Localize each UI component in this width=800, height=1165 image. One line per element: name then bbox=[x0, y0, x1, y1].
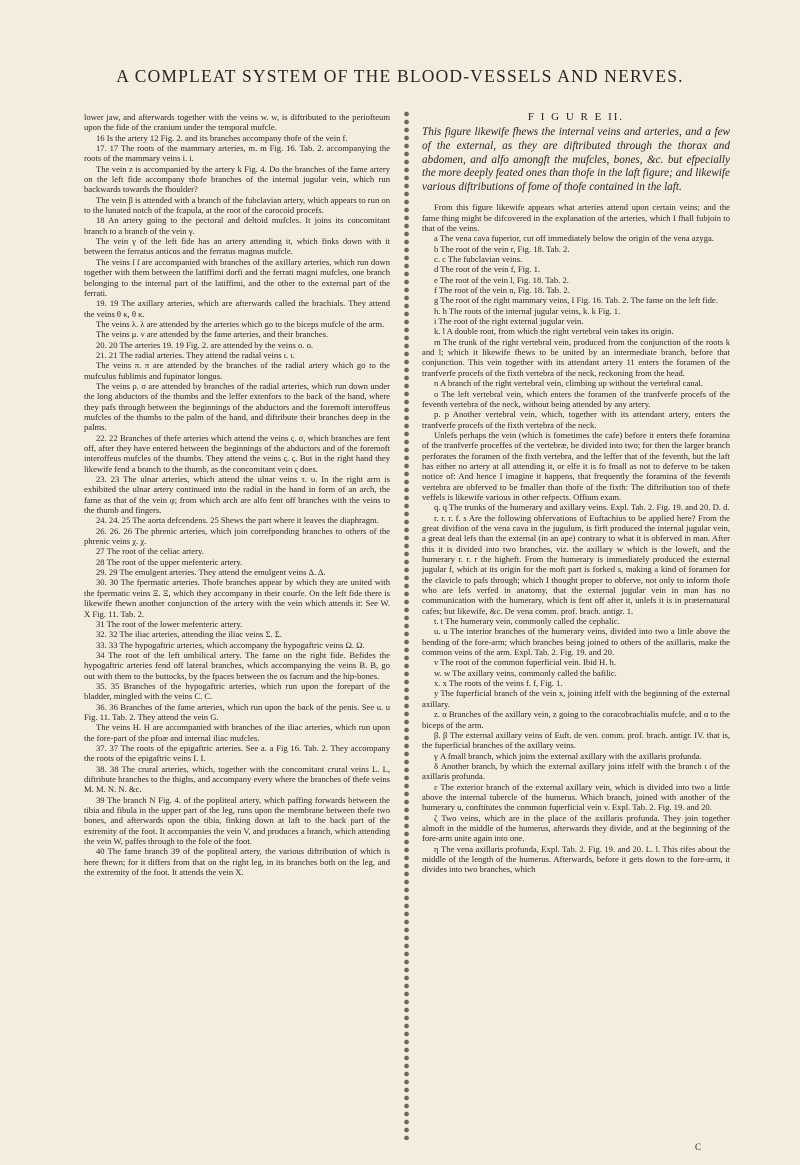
paragraph: 33. 33 The hypogaftric arteries, which accompany the hypogaftric veins Ω. Ω. bbox=[96, 639, 365, 650]
paragraph: 16 Is the artery 12 Fig. 2. and its branches accompany thofe of the vein f. bbox=[96, 132, 348, 143]
paragraph: 24. 24. 25 The aorta defcendens. 25 Shews the part where it leaves the diaphragm. bbox=[96, 515, 379, 526]
paragraph: γ A fmall branch, which joins the external axillary with the axillaris profunda. bbox=[434, 750, 702, 761]
paragraph: h. h The roots of the internal jugular veins, k. k Fig. 1. bbox=[434, 305, 621, 316]
paragraph: o The left vertebral vein, which enters the foramen of the tranfverfe procefs of the feventh vertebra of the neck, without being attended by any artery. bbox=[422, 388, 730, 409]
ornamental-divider bbox=[402, 110, 411, 1140]
paragraph: 35. 35 Branches of the hypogaftric arteries, which run upon the forepart of the bladder, mingled with the veins C. C. bbox=[84, 680, 390, 702]
paragraph: The veins ρ. σ are attended by branches of the radial arteries, which run down under the long abductors of the thumbs and the leffer extenfors to the back of the hand, where they pafs through between the beginnings of the abductors and the foremoft interoffeus mufcles of the thumbs to the palm of the hand, and diftribute their branches deep in the palms. bbox=[84, 380, 390, 433]
paragraph: 36. 36 Branches of the fame arteries, which run upon the back of the penis. See u. u Fig. 11. Tab. 2. They attend the vein G. bbox=[84, 701, 390, 722]
left-column bbox=[84, 112, 390, 877]
paragraph: Unlefs perhaps the vein (which is fometimes the cafe) before it enters thefe foramina of the tranfverfe proceffes of the vertebræ, be divided into two; for then the larger branch perforates the foramen of the fixth vertebra, and the leffer that of the feventh, but the laft has either no artery at all attending it, or elfe it is fo fmall as not to deferve to be taken notice of: And hence I imagine it happens, that frequently the foramina of the feventh vertebra are obferved to be fmaller than thofe of the fixth: The diftribution too of thefe veffels is likewife various in other refpects. Offium exam. bbox=[422, 429, 730, 502]
paragraph: lower jaw, and afterwards together with the veins w. w, is diftributed to the periofteum upon the fide of the cranium under the temporal mufcle. bbox=[84, 112, 390, 133]
catchword: C bbox=[695, 1142, 702, 1152]
paragraph: e The root of the vein l, Fig. 18. Tab. 2. bbox=[434, 274, 569, 285]
paragraph: The veins λ. λ are attended by the arteries which go to the biceps mufcle of the arm. bbox=[96, 318, 385, 329]
paragraph: a The vena cava fuperior, cut off immediately below the origin of the vena azyga. bbox=[434, 233, 714, 244]
paragraph: 30. 30 The fpermatic arteries. Thofe branches appear by which they are united with the fpermatic veins Ξ. Ξ, which they accompany in their courfe. On the left fide there is likewife fhewn another conjunction of the artery with the vein which attends it: See W. X Fig. 11. Tab. 2. bbox=[84, 577, 390, 619]
right-column bbox=[422, 112, 730, 875]
paragraph: 32. 32 The iliac arteries, attending the iliac veins Σ. Σ. bbox=[96, 629, 282, 640]
paragraph: 28 The root of the upper mefenteric artery. bbox=[96, 556, 243, 567]
paragraph: v The root of the common fuperficial vein. Ibid H. h. bbox=[434, 657, 616, 668]
paragraph: q. q The trunks of the humerary and axillary veins. Expl. Tab. 2. Fig. 19. and 20. D. d. bbox=[434, 502, 730, 513]
paragraph: p. p Another vertebral vein, which, together with its attendant artery, enters the tranfverfe procefs of the fixth vertebra of the neck. bbox=[422, 409, 730, 430]
paragraph: u. u The interior branches of the humerary veins, divided into two a little above the bending of the fore-arm; which branches being joined to others of the axillaris, make the common veins of the arm. Expl. Tab. 2. Fig. 19. and 20. bbox=[422, 626, 730, 658]
paragraph: The vein γ of the left fide has an artery attending it, which finks down with it between the ferratus anticus and the ferratus magnus mufcle. bbox=[84, 236, 390, 257]
paragraph: x. x The roots of the veins f. f, Fig. 1. bbox=[434, 678, 563, 689]
paragraph: ζ Two veins, which are in the place of the axillaris profunda. They join together almoft in the middle of the humerus, afterwards they divide, and at the beginning of the fore-arm unite again into one. bbox=[422, 812, 730, 844]
paragraph: β. β The external axillary veins of Euft. de ven. comm. prof. brach. antigr. IV. that is, the fuperficial branches of the axillary veins. bbox=[422, 729, 730, 751]
paragraph: 34 The root of the left umbilical artery. The fame on the right fide. Befides the hypogaftric arteries fend off lateral branches, which accompanying the veins B. B, go out with them to the buttocks, by the fpaces between the os facrum and the hip-bones. bbox=[84, 649, 390, 681]
figure-title: F I G U R E II. bbox=[527, 111, 625, 123]
paragraph: 40 The fame branch 39 of the popliteal artery, the various diftribution of which is here fhewn; for it differs from that on the right leg, in its branches both on the leg, and the extremity of the foot. It attends the vein X. bbox=[84, 846, 390, 878]
paragraph: 37. 37 The roots of the epigaftric arteries. See a. a Fig 16. Tab. 2. They accompany the roots of the epigaftric veins I. I. bbox=[84, 742, 390, 764]
paragraph: The veins H. H are accompanied with branches of the iliac arteries, which run upon the fore-part of the pfoæ and internal iliac mufcles. bbox=[84, 722, 390, 743]
right-paragraphs bbox=[422, 202, 730, 874]
paragraph: i The root of the right external jugular vein. bbox=[434, 316, 584, 327]
paragraph: b The root of the vein r, Fig. 18. Tab. 2. bbox=[434, 243, 570, 254]
paragraph: 19. 19 The axillary arteries, which are afterwards called the brachials. They attend the veins θ κ, θ κ. bbox=[84, 298, 390, 319]
paragraph: g The root of the right mammary veins, I Fig. 16. Tab. 2. The fame on the left fide. bbox=[434, 295, 718, 306]
paragraph: f The root of the vein n, Fig. 18. Tab. 2. bbox=[434, 285, 570, 296]
paragraph: 22. 22 Branches of thefe arteries which attend the veins ς. σ, which branches are fent off, after they have entered between the beginnings of the abductors and of the foremoft interoffeus mufcles of the thumbs. They attend the veins ς. ς. But in the right hand they likewife fend a branch to the thumb, as the concomitant vein ς does. bbox=[84, 432, 390, 474]
paragraph: 27 The root of the celiac artery. bbox=[96, 546, 204, 557]
paragraph: r. r. r. f. s Are the following obfervations of Euftachius to be applied here? From the great divifion of the vena cava in the jugulum, is firft produced the internal jugular vein, a great deal lefs than the external (in an ape) contrary to what it is obferved in man. After this it is divided into two branches, viz. the axillary w which is the loweft, and the humerary r. r. r the higheft. From the humerary is immediately produced the external jugular f, which at its origin for the moft part is forked s, making a kind of foramen for the clavicle to pafs through; which I thought proper to obferve, not only to inform thofe who are lefs verfed in anatomy, that the external jugular vein in man has no communication with the humerary, which is fent off after it, unlefs it is in præternatural cafes; but likewife, &c. De vena comm. prof. brach. antigr. 1. bbox=[422, 512, 730, 616]
paragraph: The vein β is attended with a branch of the fubclavian artery, which appears to run on to the lunated notch of the fcapula, at the root of the carocoid procefs. bbox=[84, 194, 390, 216]
paragraph: 38. 38 The crural arteries, which, together with the concomitant crural veins L. L, diftribute branches to the thighs, and accompany every where the branches of thefe veins M. M. N. N. &c. bbox=[84, 763, 390, 795]
paragraph: c. c The fubclavian veins. bbox=[434, 254, 523, 265]
paragraph: δ Another branch, by which the external axillary joins itfelf with the branch ι of the axillaris profunda. bbox=[422, 760, 730, 782]
paragraph: The veins μ. ν are attended by the fame arteries, and their branches. bbox=[96, 329, 329, 340]
paragraph: 26. 26. 26 The phrenic arteries, which join correfponding branches to others of the phrenic veins χ. χ. bbox=[84, 525, 390, 547]
paragraph: k. l A double root, from which the right vertebral vein takes its origin. bbox=[434, 326, 674, 337]
paragraph: 29. 29 The emulgent arteries. They attend the emulgent veins Δ. Δ. bbox=[96, 567, 326, 578]
paragraph: 21. 21 The radial arteries. They attend the radial veins ι. ι. bbox=[96, 349, 295, 360]
paragraph: 18 An artery going to the pectoral and deltoid mufcles. It joins its concomitant branch to a branch of the vein γ. bbox=[84, 215, 390, 236]
paragraph: d The root of the vein f, Fig. 1. bbox=[434, 264, 541, 275]
paragraph: 39 The branch N Fig. 4. of the popliteal artery, which paffing forwards between the tibia and fibula in the upper part of the leg, runs upon the membrane between thefe two bones, and afterwards upon the tibia, finking down at laft to the back part of the extremity of the foot. It accompanies the vein V, and produces a branch, which attending the vein W, paffes through to the fole of the foot. bbox=[84, 794, 390, 847]
paragraph: 20. 20 The arteries 19. 19 Fig. 2. are attended by the veins ο. ο. bbox=[96, 339, 314, 350]
paragraph: From this figure likewife appears what arteries attend upon certain veins; and the fame thing might be difcovered in the explanation of the arteries, which I fhall fubjoin to that of the veins. bbox=[422, 202, 730, 233]
figure-intro: This figure likewife fhews the internal veins and arteries, and a few of the external, as they are diftributed through the thorax and abdomen, and alfo amongft the mufcles, bones, &c. but efpecially the more deeply feated ones than thofe in the laft figure; and likewife various diftributions of fome of thofe contained in the laft. bbox=[422, 126, 730, 193]
paragraph: y The fuperficial branch of the vein x, joining itfelf with the beginning of the external axillary. bbox=[422, 688, 730, 709]
paragraph: The veins ſ ſ are accompanied with branches of the axillary arteries, which run down together with them between the latiffimi dorfi and the ferrati magni mufcles, one branch belonging to the internal part of the latiffimi, and the other to the external part of the ferrati. bbox=[84, 256, 390, 298]
paragraph: m The trunk of the right vertebral vein, produced from the conjunction of the roots k and l; which it likewife fhews to be united by an intermediate branch, before that conjunction. This vein together with its attendant artery 11 enters the foramen of the tranfverfe procefs of the fixth vertebra of the neck, reckoning from the head. bbox=[422, 336, 730, 378]
paragraph: 31 The root of the lower mefenteric artery. bbox=[96, 618, 243, 629]
paragraph: n A branch of the right vertebral vein, climbing up without the vertebral canal. bbox=[434, 378, 703, 389]
paragraph: 17. 17 The roots of the mammary arteries, m. m Fig. 16. Tab. 2. accompanying the roots of the mammary veins i. i. bbox=[84, 143, 390, 164]
page-header: A COMPLEAT SYSTEM OF THE BLOOD-VESSELS AND NERVES. bbox=[116, 66, 684, 86]
paragraph: t. t The humerary vein, commonly called the cephalic. bbox=[434, 616, 620, 627]
paragraph: The vein z is accompanied by the artery k Fig. 4. Do the branches of the fame artery on the left fide accompany thofe branches of the internal jugular vein, which run backwards towards the fhoulder? bbox=[84, 163, 390, 195]
paragraph: η The vena axillaris profunda, Expl. Tab. 2. Fig. 19. and 20. L. l. This rifes about the middle of the length of the humerus. Afterwards, before it gets down to the fore-arm, it divides into two branches, which bbox=[422, 843, 730, 875]
paragraph: z. α Branches of the axillary vein, z going to the coracobrachialis mufcle, and α to the biceps of the arm. bbox=[422, 709, 730, 730]
paragraph: w. w The axillary veins, commonly called the bafilic. bbox=[434, 667, 617, 678]
paragraph: The veins π. π are attended by the branches of the radial artery which go to the mufculus fublimis and fupinator longus. bbox=[84, 360, 390, 381]
paragraph: 23. 23 The ulnar arteries, which attend the ulnar veins τ. υ. In the right arm is exhibited the ulnar artery continued into the radial in the hand in form of an arch, the fame as that of the vein φ; from which arch are alfo fent off branches with the veins to the thumb and fingers. bbox=[84, 474, 390, 516]
paragraph: ε The exterior branch of the external axillary vein, which is divided into two a little above the internal tubercle of the humerus. Which branch, joined with another of the humerary u, conftitutes the common fuperficial vein v. Expl. Tab. 2. Fig. 19. and 20. bbox=[422, 781, 730, 813]
